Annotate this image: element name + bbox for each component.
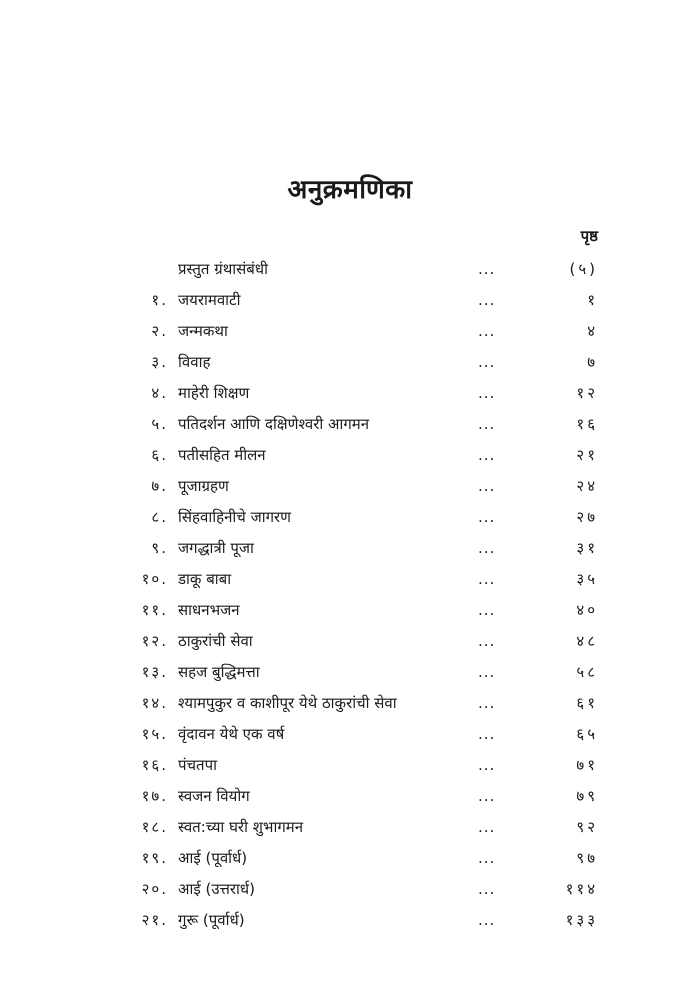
- entry-number: १९.: [141, 849, 168, 867]
- entry-page: ३१: [576, 539, 598, 557]
- entry-number: १.: [151, 291, 168, 309]
- table-of-contents: [0, 254, 700, 936]
- entry-page: २७: [576, 508, 598, 526]
- entry-page: ७: [587, 353, 598, 371]
- toc-entry[interactable]: [0, 471, 700, 502]
- entry-page: २१: [576, 446, 598, 464]
- toc-entry[interactable]: [0, 750, 700, 781]
- toc-entry[interactable]: [0, 781, 700, 812]
- entry-title: विवाह: [178, 353, 211, 371]
- entry-number: ११.: [141, 601, 168, 619]
- toc-entry[interactable]: [0, 657, 700, 688]
- entry-page: ७१: [576, 756, 598, 774]
- entry-number: १२.: [141, 632, 168, 650]
- toc-entry[interactable]: [0, 905, 700, 936]
- entry-number: १३.: [141, 663, 168, 681]
- entry-title: जयरामवाटी: [178, 291, 241, 309]
- toc-entry[interactable]: [0, 564, 700, 595]
- entry-title: माहेरी शिक्षण: [178, 384, 250, 402]
- toc-entry[interactable]: [0, 626, 700, 657]
- entry-page: २४: [576, 477, 598, 495]
- entry-title: श्यामपुकुर व काशीपूर येथे ठाकुरांची सेवा: [178, 694, 397, 712]
- entry-title: डाकू बाबा: [178, 570, 232, 588]
- entry-leader-dots: ...: [478, 601, 496, 619]
- entry-page: १६: [576, 415, 598, 433]
- toc-entry[interactable]: [0, 285, 700, 316]
- entry-leader-dots: ...: [478, 756, 496, 774]
- toc-entry[interactable]: [0, 502, 700, 533]
- toc-entry[interactable]: [0, 533, 700, 564]
- entry-page: ४: [587, 322, 598, 340]
- entry-leader-dots: ...: [478, 787, 496, 805]
- entry-title: सहज बुद्धिमत्ता: [178, 663, 260, 681]
- entry-page: ५८: [576, 663, 598, 681]
- entry-number: ४.: [151, 384, 168, 402]
- toc-entry[interactable]: [0, 719, 700, 750]
- entry-title: स्वजन वियोग: [178, 787, 250, 805]
- entry-leader-dots: ...: [478, 477, 496, 495]
- toc-entry[interactable]: [0, 688, 700, 719]
- entry-page: (५): [569, 260, 598, 278]
- toc-entry[interactable]: [0, 874, 700, 905]
- entry-number: १८.: [141, 818, 168, 836]
- entry-leader-dots: ...: [478, 694, 496, 712]
- toc-entry[interactable]: [0, 595, 700, 626]
- entry-page: १: [587, 291, 598, 309]
- entry-page: ३५: [576, 570, 598, 588]
- entry-number: २.: [151, 322, 168, 340]
- entry-title: पूजाग्रहण: [178, 477, 229, 495]
- entry-leader-dots: ...: [478, 849, 496, 867]
- entry-number: १४.: [141, 694, 168, 712]
- entry-number: ७.: [151, 477, 168, 495]
- entry-page: ६१: [576, 694, 598, 712]
- entry-page: ७९: [576, 787, 598, 805]
- entry-title: आई (उत्तरार्ध): [178, 880, 255, 898]
- entry-title: सिंहवाहिनीचे जागरण: [178, 508, 292, 526]
- entry-leader-dots: ...: [478, 725, 496, 743]
- entry-number: ६.: [151, 446, 168, 464]
- entry-page: ११४: [565, 880, 598, 898]
- entry-number: ५.: [151, 415, 168, 433]
- entry-leader-dots: ...: [478, 818, 496, 836]
- entry-title: ठाकुरांची सेवा: [178, 632, 253, 650]
- entry-title: आई (पूर्वार्ध): [178, 849, 248, 867]
- entry-leader-dots: ...: [478, 415, 496, 433]
- entry-leader-dots: ...: [478, 508, 496, 526]
- entry-leader-dots: ...: [478, 570, 496, 588]
- entry-page: ९२: [576, 818, 598, 836]
- entry-leader-dots: ...: [478, 291, 496, 309]
- entry-number: १०.: [141, 570, 168, 588]
- entry-leader-dots: ...: [478, 260, 496, 278]
- entry-page: ४०: [576, 601, 598, 619]
- entry-number: ९.: [151, 539, 168, 557]
- entry-number: १६.: [141, 756, 168, 774]
- toc-entry[interactable]: [0, 440, 700, 471]
- entry-title: वृंदावन येथे एक वर्ष: [178, 725, 285, 743]
- entry-leader-dots: ...: [478, 446, 496, 464]
- toc-entry[interactable]: [0, 409, 700, 440]
- entry-page: ९७: [576, 849, 598, 867]
- toc-entry[interactable]: [0, 843, 700, 874]
- entry-title: स्वत:च्या घरी शुभागमन: [178, 818, 304, 836]
- entry-number: १७.: [141, 787, 168, 805]
- entry-number: २१.: [141, 911, 168, 929]
- entry-number: १५.: [141, 725, 168, 743]
- entry-title: गुरू (पूर्वार्ध): [178, 911, 245, 929]
- entry-title: पतीसहित मीलन: [178, 446, 266, 464]
- entry-page: ४८: [576, 632, 598, 650]
- entry-leader-dots: ...: [478, 539, 496, 557]
- entry-leader-dots: ...: [478, 353, 496, 371]
- entry-leader-dots: ...: [478, 384, 496, 402]
- entry-leader-dots: ...: [478, 663, 496, 681]
- entry-title: प्रस्तुत ग्रंथासंबंधी: [178, 260, 268, 278]
- toc-entry[interactable]: [0, 812, 700, 843]
- entry-number: २०.: [141, 880, 168, 898]
- entry-page: १२: [576, 384, 598, 402]
- entry-title: साधनभजन: [178, 601, 240, 619]
- toc-entry[interactable]: [0, 347, 700, 378]
- entry-leader-dots: ...: [478, 632, 496, 650]
- entry-number: ८.: [151, 508, 168, 526]
- toc-entry[interactable]: [0, 378, 700, 409]
- entry-leader-dots: ...: [478, 911, 496, 929]
- entry-page: १३३: [565, 911, 598, 929]
- entry-leader-dots: ...: [478, 880, 496, 898]
- page-column-header: पृष्ठ: [580, 227, 598, 245]
- entry-page: ६५: [576, 725, 598, 743]
- entry-leader-dots: ...: [478, 322, 496, 340]
- entry-title: जन्मकथा: [178, 322, 228, 340]
- entry-title: पतिदर्शन आणि दक्षिणेश्वरी आगमन: [178, 415, 370, 433]
- entry-number: ३.: [151, 353, 168, 371]
- toc-entry[interactable]: [0, 254, 700, 285]
- entry-title: पंचतपा: [178, 756, 218, 774]
- page-title: अनुक्रमणिका: [287, 175, 413, 205]
- entry-title: जगद्धात्री पूजा: [178, 539, 254, 557]
- toc-entry[interactable]: [0, 316, 700, 347]
